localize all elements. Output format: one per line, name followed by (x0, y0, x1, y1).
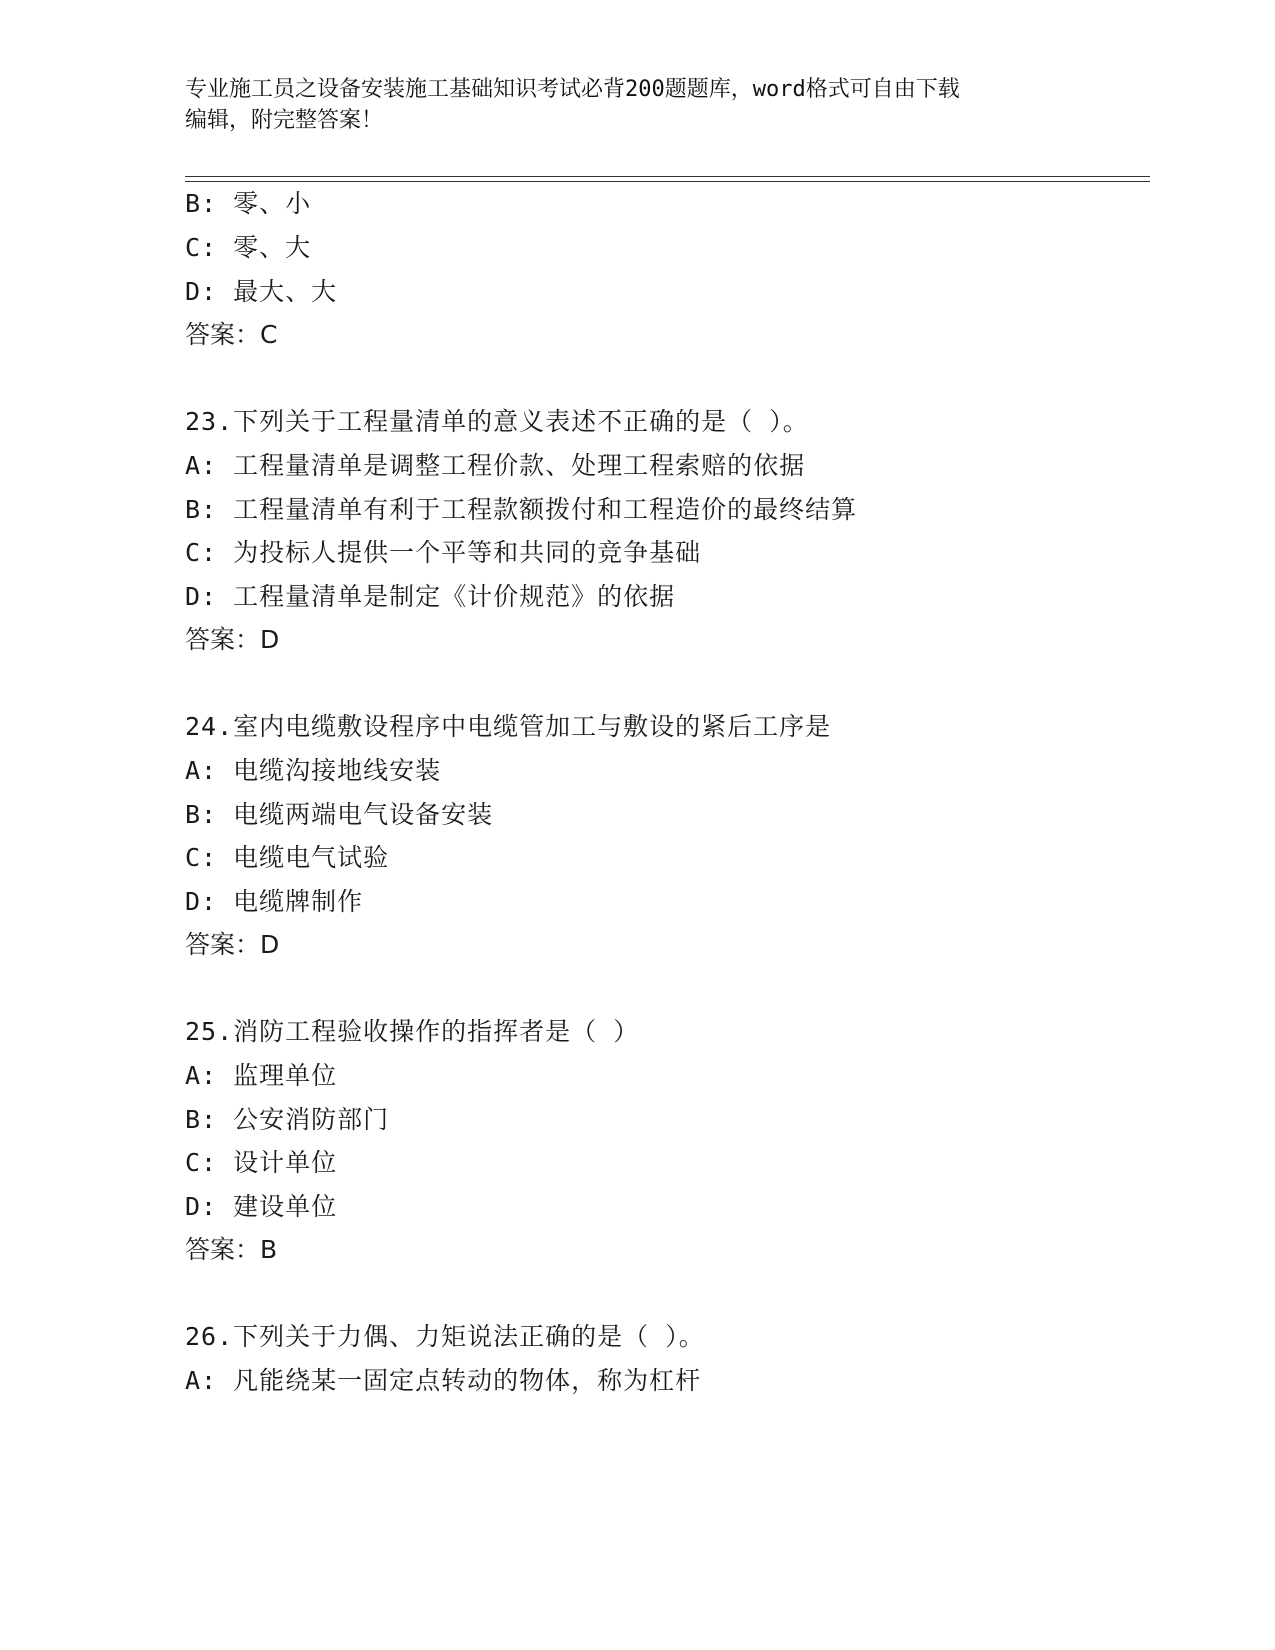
q22-option-d: D: 最大、大 (185, 277, 338, 306)
q25-answer: 答案：B (185, 1235, 278, 1264)
q24-option-b: B: 电缆两端电气设备安装 (185, 800, 494, 829)
q26-option-a: A: 凡能绕某一固定点转动的物体，称为杠杆 (185, 1366, 702, 1395)
q25-stem: 25.消防工程验收操作的指挥者是（ ） (185, 1017, 640, 1046)
q24-option-c: C: 电缆电气试验 (185, 843, 390, 872)
document-header (185, 74, 1085, 136)
q24-answer: 答案：D (185, 930, 280, 959)
header-divider-top (185, 176, 1150, 177)
q22-answer: 答案：C (185, 320, 278, 349)
q23-option-c: C: 为投标人提供一个平等和共同的竞争基础 (185, 538, 702, 567)
header-title-line2: 编辑，附完整答案！ (185, 108, 384, 133)
q23-answer: 答案：D (185, 625, 280, 654)
q24-option-a: A: 电缆沟接地线安装 (185, 756, 442, 785)
q22-option-c: C: 零、大 (185, 233, 312, 262)
q23-option-a: A: 工程量清单是调整工程价款、处理工程索赔的依据 (185, 451, 806, 480)
q22-option-b: B: 零、小 (185, 189, 312, 218)
header-divider-bottom (185, 181, 1150, 182)
q25-option-d: D: 建设单位 (185, 1192, 338, 1221)
q25-option-b: B: 公安消防部门 (185, 1105, 390, 1134)
q23-option-b: B: 工程量清单有利于工程款额拨付和工程造价的最终结算 (185, 495, 858, 524)
q23-stem: 23.下列关于工程量清单的意义表述不正确的是（ ）。 (185, 407, 809, 436)
header-title-line1: 专业施工员之设备安装施工基础知识考试必背200题题库，word格式可自由下载 (185, 77, 960, 102)
q24-stem: 24.室内电缆敷设程序中电缆管加工与敷设的紧后工序是 (185, 712, 832, 741)
q26-stem: 26.下列关于力偶、力矩说法正确的是（ ）。 (185, 1322, 705, 1351)
q24-option-d: D: 电缆牌制作 (185, 887, 364, 916)
q25-option-c: C: 设计单位 (185, 1148, 338, 1177)
q25-option-a: A: 监理单位 (185, 1061, 338, 1090)
q23-option-d: D: 工程量清单是制定《计价规范》的依据 (185, 582, 676, 611)
